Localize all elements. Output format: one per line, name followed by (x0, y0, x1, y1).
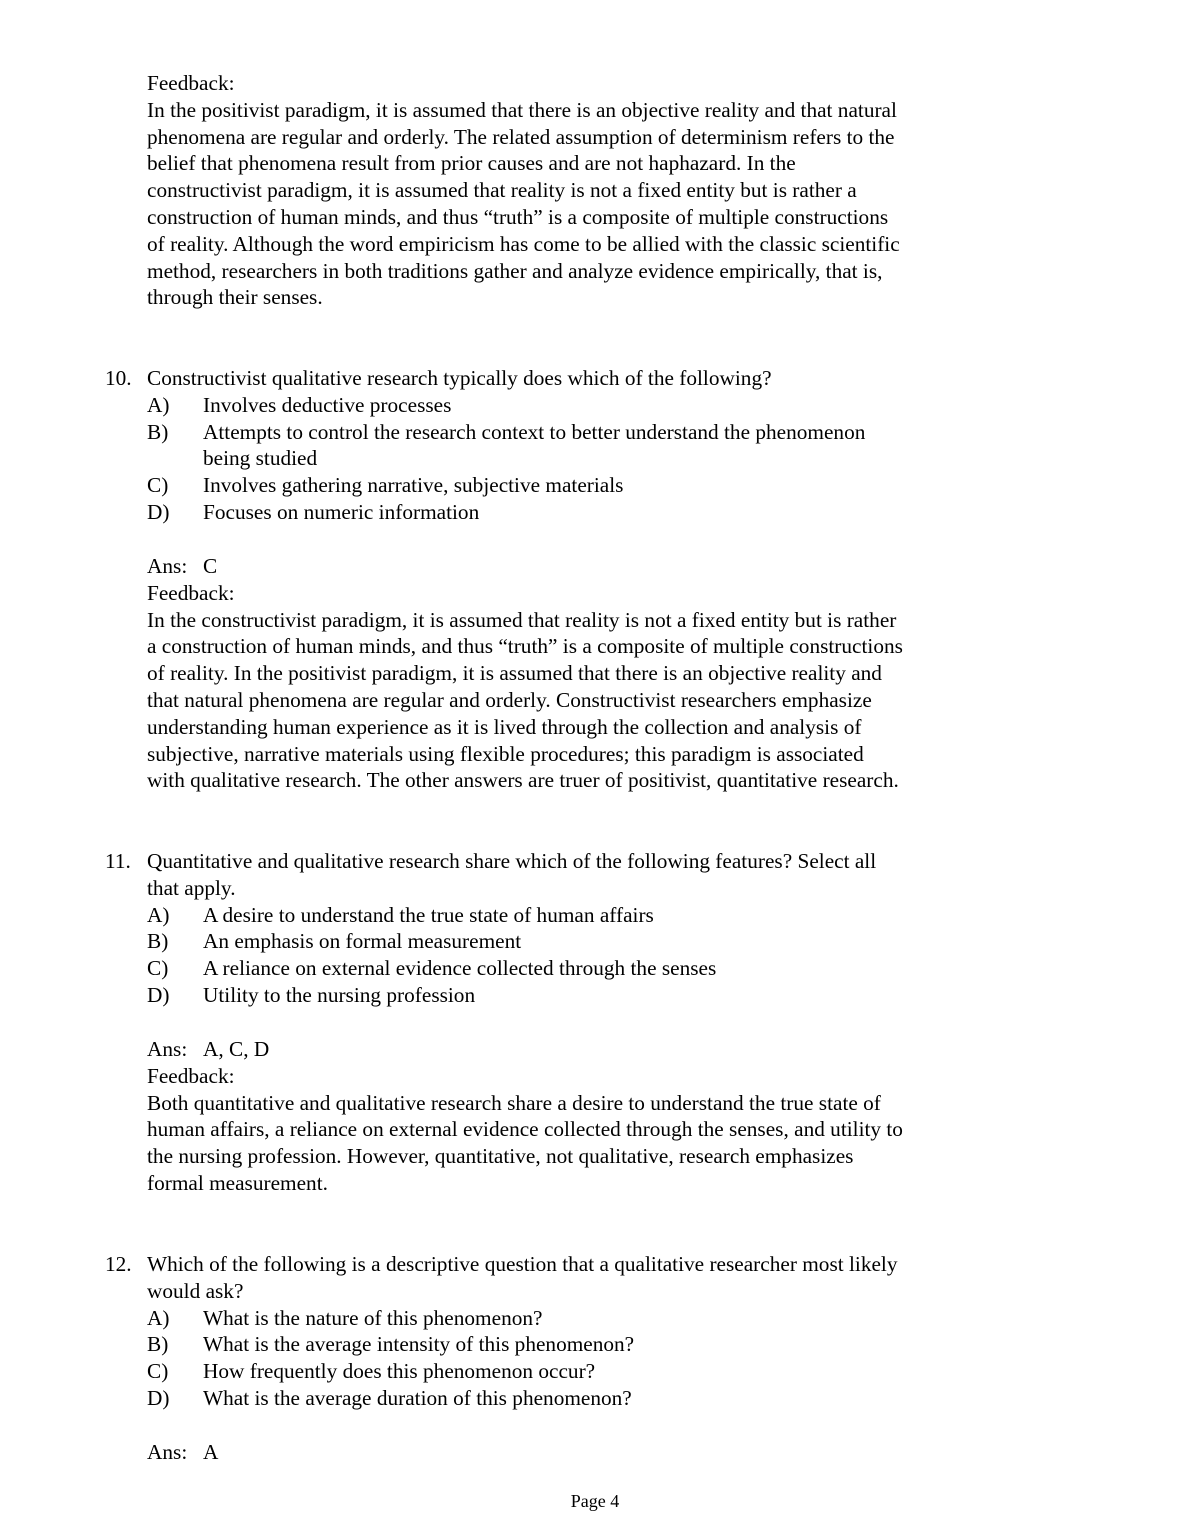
answer-label: Ans: (147, 1037, 188, 1061)
question-11 (105, 848, 985, 1009)
feedback-line: formal measurement. (147, 1170, 328, 1195)
option-letter: A) (147, 392, 170, 417)
option-text: What is the average intensity of this phenomenon? (203, 1332, 635, 1357)
option-c (147, 1358, 985, 1385)
feedback-line: method, researchers in both traditions gather and analyze evidence empirically, that is, (147, 258, 883, 283)
answer-row (147, 553, 987, 580)
feedback-line: belief that phenomena result from prior causes and are not haphazard. In the (147, 151, 796, 176)
option-letter: B) (147, 419, 169, 444)
option-c (147, 472, 985, 499)
feedback-line: Both quantitative and qualitative research share a desire to understand the true state of (147, 1090, 881, 1115)
option-d (147, 982, 985, 1009)
option-letter: D) (147, 499, 170, 524)
option-text: Involves deductive processes (203, 392, 452, 417)
question-10 (105, 365, 985, 526)
option-letter: D) (147, 982, 170, 1007)
option-a (147, 1305, 985, 1332)
feedback-line: a construction of human minds, and thus “truth” is a composite of multiple constructions (147, 634, 903, 659)
answer-block-10 (147, 553, 987, 794)
answer-label: Ans: (147, 554, 188, 578)
question-number: 12. (105, 1252, 132, 1276)
option-text: How frequently does this phenomenon occur? (203, 1359, 596, 1384)
feedback-line: understanding human experience as it is lived through the collection and analysis of (147, 714, 862, 739)
answer-row (147, 1439, 987, 1466)
option-text: What is the nature of this phenomenon? (203, 1305, 543, 1330)
option-letter: A) (147, 1305, 170, 1330)
option-text: Focuses on numeric information (203, 499, 480, 524)
option-letter: C) (147, 956, 169, 981)
feedback-label: Feedback: (147, 580, 235, 605)
question-text: Quantitative and qualitative research share which of the following features? Select all that apply. (147, 849, 877, 900)
feedback-line: of reality. In the positivist paradigm, it is assumed that there is an objective reality and (147, 661, 882, 686)
answer-value: A (203, 1440, 219, 1464)
option-c (147, 955, 985, 982)
option-letter: C) (147, 1359, 169, 1384)
option-text: Attempts to control the research context to better understand the phenomenon (203, 419, 866, 444)
question-number: 11. (105, 849, 131, 873)
option-a (147, 902, 985, 929)
option-letter: D) (147, 1385, 170, 1410)
answer-value: C (203, 554, 218, 578)
feedback-line: phenomena are regular and orderly. The related assumption of determinism refers to the (147, 124, 895, 149)
feedback-line: In the constructivist paradigm, it is assumed that reality is not a fixed entity but is rather (147, 607, 897, 632)
feedback-label: Feedback: (147, 71, 235, 95)
option-letter: B) (147, 1332, 169, 1357)
question-text: Which of the following is a descriptive question that a qualitative researcher most likely would ask? (147, 1252, 898, 1303)
option-a (147, 392, 985, 419)
option-b (147, 419, 985, 473)
feedback-line: constructivist paradigm, it is assumed that reality is not a fixed entity but is rather a (147, 178, 857, 203)
feedback-line: human affairs, a reliance on external evidence collected through the senses, and utility to (147, 1117, 903, 1142)
feedback-line: the nursing profession. However, quantitative, not qualitative, research emphasizes (147, 1144, 854, 1169)
option-letter: B) (147, 929, 169, 954)
feedback-label: Feedback: (147, 1063, 235, 1088)
option-letter: A) (147, 902, 170, 927)
option-text: A reliance on external evidence collected through the senses (203, 956, 717, 981)
option-b (147, 928, 985, 955)
page-number: Page 4 (570, 1491, 620, 1511)
feedback-line: In the positivist paradigm, it is assumed that there is an objective reality and that natural (147, 97, 897, 122)
question-12 (105, 1251, 985, 1412)
feedback-line: that natural phenomena are regular and orderly. Constructivist researchers emphasize (147, 687, 872, 712)
answer-label: Ans: (147, 1440, 188, 1464)
question-text: Constructivist qualitative research typically does which of the following? (147, 366, 772, 390)
option-text: being studied (203, 446, 318, 471)
option-text: What is the average duration of this phenomenon? (203, 1385, 632, 1410)
feedback-line: of reality. Although the word empiricism has come to be allied with the classic scientific (147, 231, 900, 256)
option-b (147, 1331, 985, 1358)
feedback-line: subjective, narrative materials using flexible procedures; this paradigm is associated (147, 741, 864, 766)
question-number: 10. (105, 366, 132, 390)
feedback-line: construction of human minds, and thus “truth” is a composite of multiple constructions (147, 204, 889, 229)
option-text: Involves gathering narrative, subjective materials (203, 473, 624, 498)
previous-feedback (147, 70, 987, 311)
answer-value: A, C, D (203, 1037, 270, 1061)
answer-block-12 (147, 1439, 987, 1466)
option-letter: C) (147, 473, 169, 498)
answer-block-11 (147, 1036, 987, 1197)
option-text: Utility to the nursing profession (203, 982, 476, 1007)
option-text: A desire to understand the true state of human affairs (203, 902, 654, 927)
feedback-line: through their senses. (147, 285, 323, 310)
option-d (147, 1385, 985, 1412)
answer-row (147, 1036, 987, 1063)
option-d (147, 499, 985, 526)
feedback-line: with qualitative research. The other answers are truer of positivist, quantitative research. (147, 768, 899, 793)
option-text: An emphasis on formal measurement (203, 929, 522, 954)
